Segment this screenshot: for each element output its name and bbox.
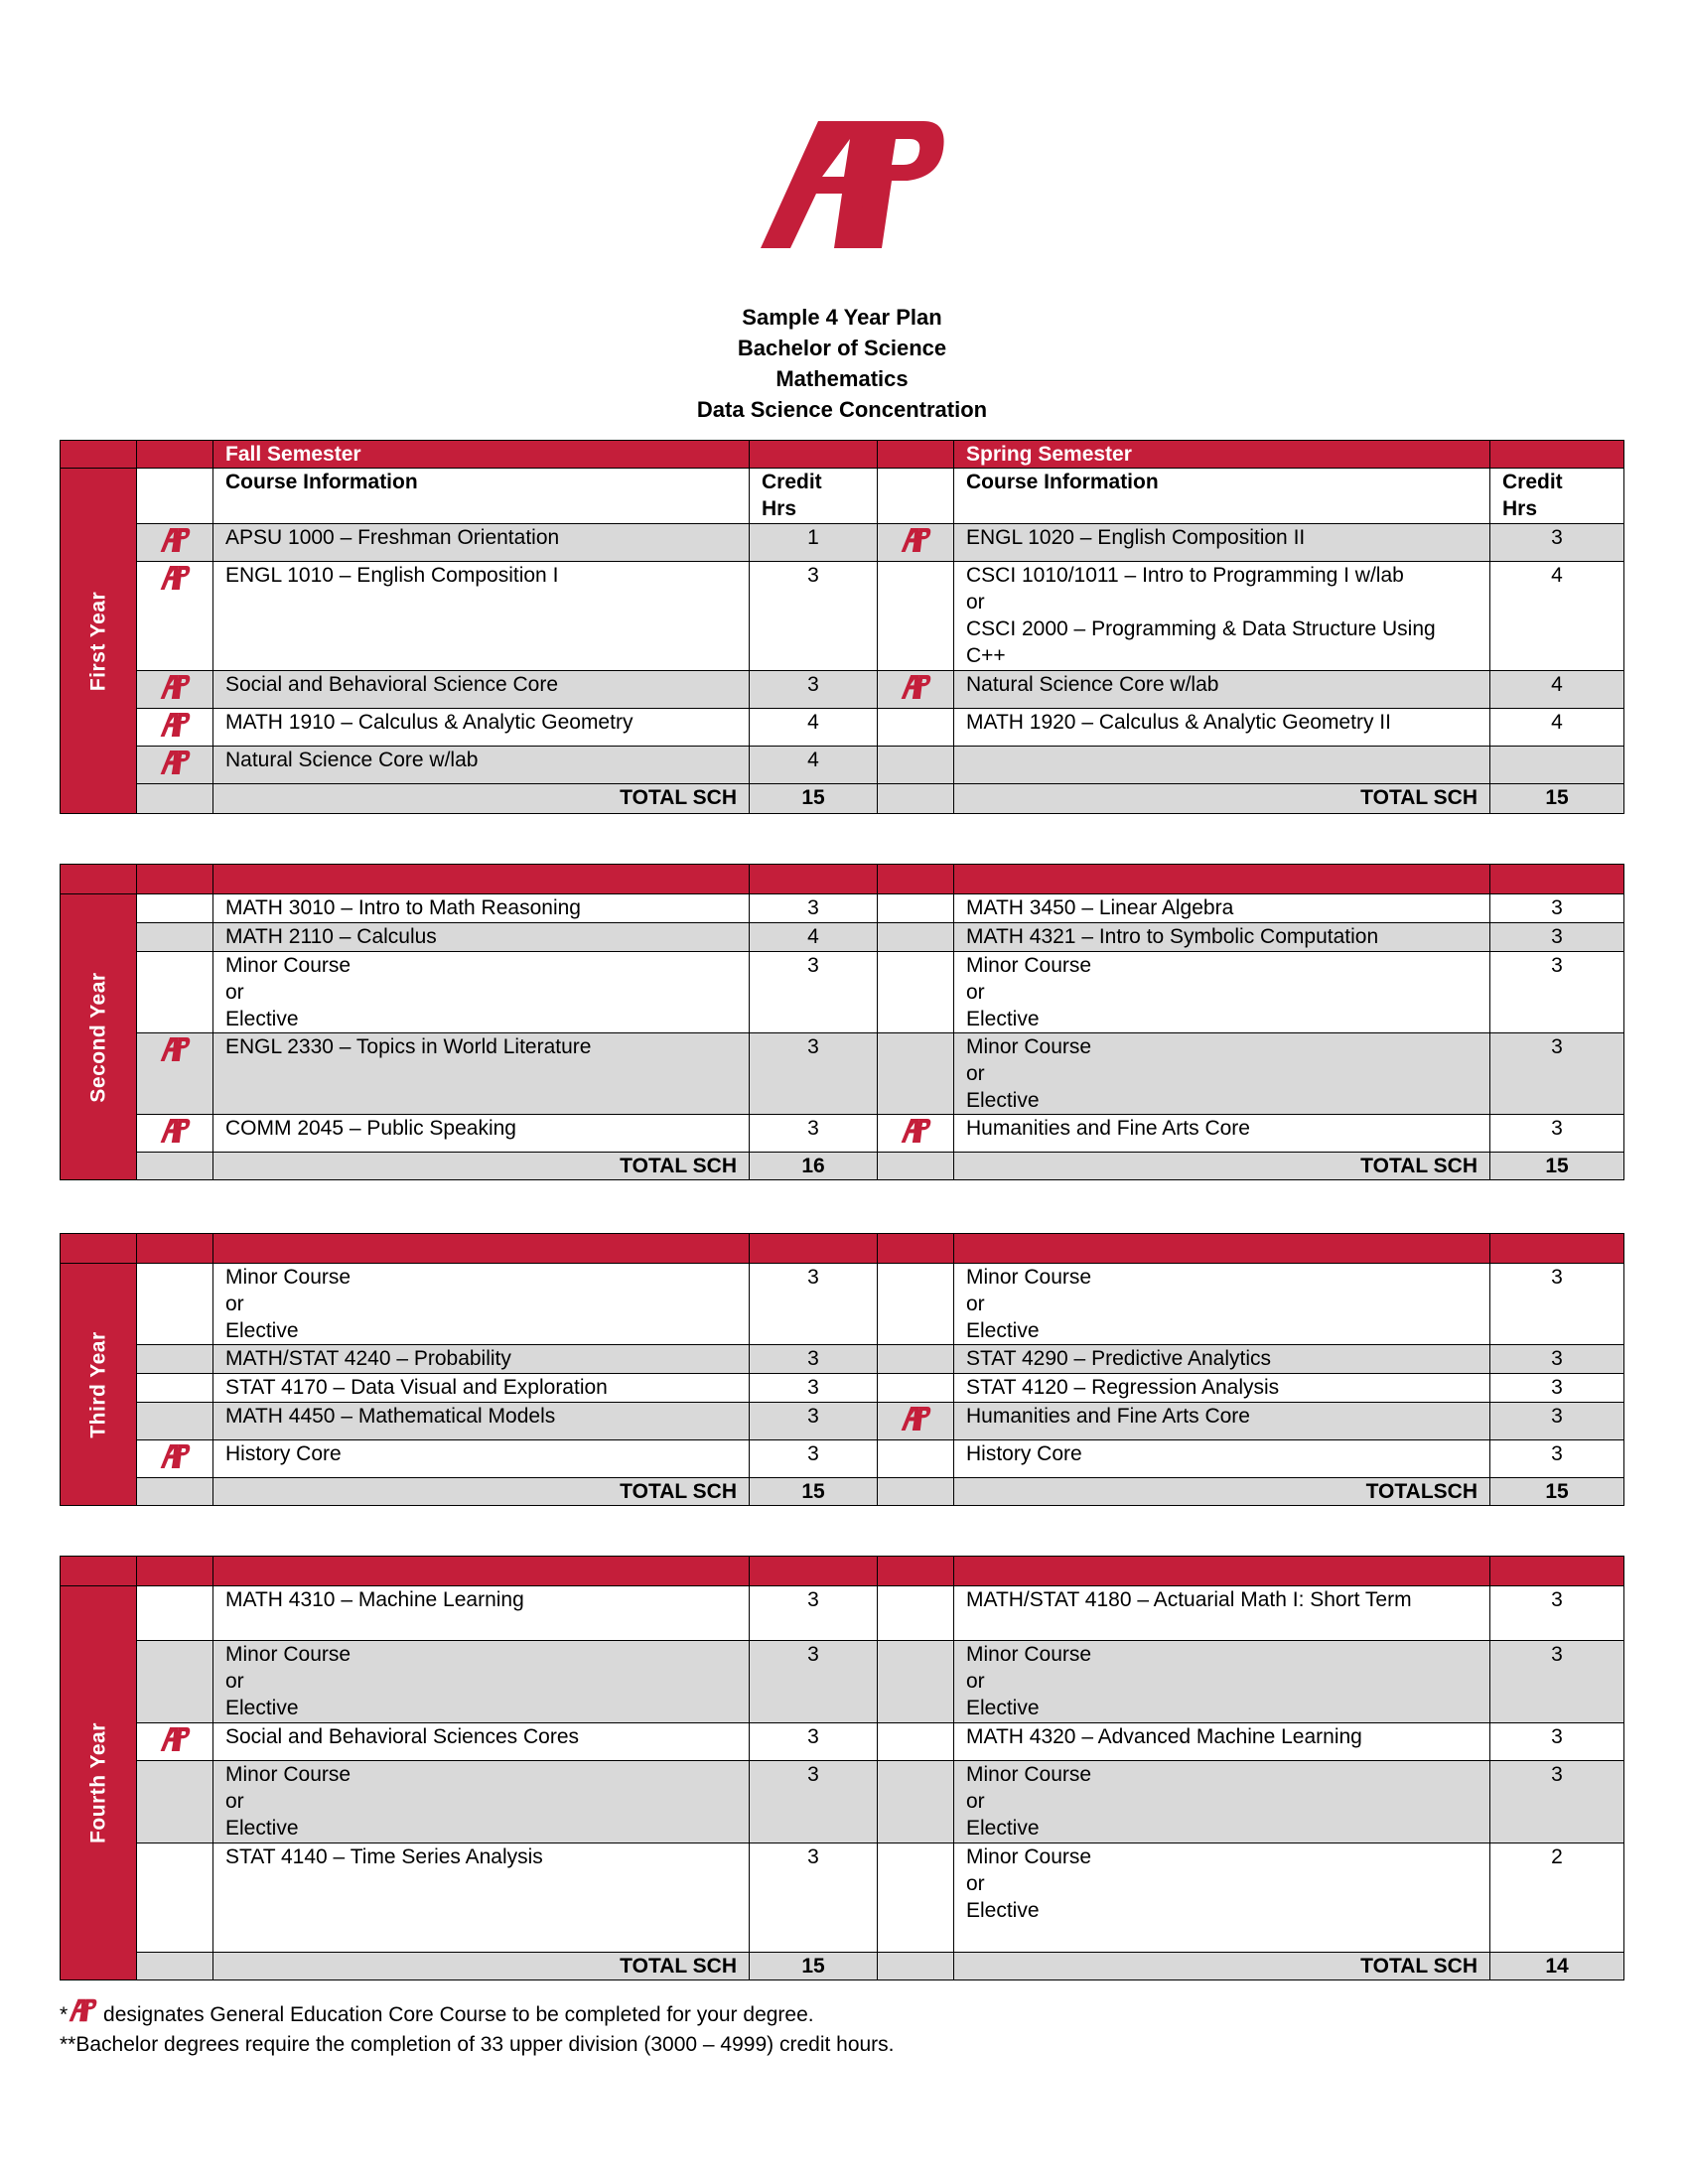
empty-icon-cell: [878, 1723, 954, 1761]
spring-icon-subheader: [878, 469, 954, 524]
spring-icon-header: [878, 1234, 954, 1264]
fall-course: Social and Behavioral Sciences Cores: [213, 1723, 750, 1761]
course-row: [61, 524, 1624, 562]
header-icon-col: [137, 1557, 213, 1586]
empty-icon-cell: [878, 1345, 954, 1374]
fall-credit-hrs: 4: [750, 747, 878, 784]
total-row: [61, 784, 1624, 814]
fall-course-info-header: Course Information: [213, 469, 750, 524]
spring-total-sch: 14: [1490, 1953, 1624, 1980]
course-row: [61, 1403, 1624, 1440]
fall-credit-hrs: 4: [750, 923, 878, 952]
fall-credit-hrs: 1: [750, 524, 878, 562]
total-icon-cell: [878, 1953, 954, 1980]
empty-icon-cell: [878, 894, 954, 923]
spring-credit-hrs: 3: [1490, 923, 1624, 952]
fall-credit-hrs: 3: [750, 1403, 878, 1440]
spring-semester-header: [954, 1557, 1490, 1586]
fall-course: APSU 1000 – Freshman Orientation: [213, 524, 750, 562]
fall-total-sch: 15: [750, 1953, 878, 1980]
spring-credit-hrs: [1490, 747, 1624, 784]
header-icon-col: [137, 865, 213, 894]
course-row: [61, 894, 1624, 923]
fall-course: STAT 4170 – Data Visual and Exploration: [213, 1374, 750, 1403]
fall-course: Minor Course or Elective: [213, 952, 750, 1033]
course-row: [61, 1115, 1624, 1153]
fall-credit-hrs: 3: [750, 1115, 878, 1153]
total-icon-cell: [137, 1153, 213, 1180]
empty-icon-cell: [878, 1374, 954, 1403]
gen-ed-core-icon: [137, 747, 213, 784]
total-icon-cell: [878, 784, 954, 814]
fall-hrs-header: [750, 1557, 878, 1586]
fall-course: MATH 3010 – Intro to Math Reasoning: [213, 894, 750, 923]
spring-hrs-header: [1490, 441, 1624, 469]
column-header-row: [61, 469, 1624, 524]
hrs-label: Hrs: [1502, 497, 1538, 520]
semester-header-row: [61, 441, 1624, 469]
footnotes: [60, 1997, 895, 2060]
year-table-4: [60, 1556, 1624, 1980]
fall-total-label: TOTAL SCH: [213, 1953, 750, 1980]
fall-course: Social and Behavioral Science Core: [213, 671, 750, 709]
course-row: [61, 1264, 1624, 1345]
year-table-1: [60, 440, 1624, 814]
spring-course: CSCI 1010/1011 – Intro to Programming I w/lab or CSCI 2000 – Programming & Data Structure Using C++: [954, 562, 1490, 671]
course-row: [61, 952, 1624, 1033]
year-label-text: First Year: [86, 591, 110, 691]
fall-credit-hrs: 3: [750, 1033, 878, 1115]
spring-total-sch: 15: [1490, 1478, 1624, 1506]
spring-semester-header: Spring Semester: [954, 441, 1490, 469]
title-line-plan: Sample 4 Year Plan: [742, 305, 942, 330]
fall-semester-header: [213, 1557, 750, 1586]
year-label: [61, 894, 137, 1180]
semester-header-row: [61, 1234, 1624, 1264]
spring-credit-hrs: 3: [1490, 894, 1624, 923]
fall-semester-header: [213, 1234, 750, 1264]
gen-ed-core-icon: [137, 1723, 213, 1761]
footnote-core: [60, 1997, 895, 2030]
spring-semester-header: [954, 1234, 1490, 1264]
year-label-text: Third Year: [86, 1330, 110, 1438]
course-row: [61, 562, 1624, 671]
spring-credit-hrs: 4: [1490, 709, 1624, 747]
course-row: [61, 671, 1624, 709]
year-label: [61, 1264, 137, 1506]
course-row: [61, 1345, 1624, 1374]
year-label: [61, 469, 137, 814]
spring-total-label: TOTAL SCH: [954, 784, 1490, 814]
spring-credit-hrs: 3: [1490, 1374, 1624, 1403]
spring-credit-hrs: 3: [1490, 952, 1624, 1033]
spring-credit-hrs: 3: [1490, 1440, 1624, 1478]
spring-credit-hrs: 3: [1490, 1586, 1624, 1641]
empty-icon-cell: [878, 1264, 954, 1345]
spring-course: Minor Course or Elective: [954, 1761, 1490, 1843]
spring-credit-hrs: 3: [1490, 1345, 1624, 1374]
year-table-3: [60, 1233, 1624, 1506]
fall-total-sch: 15: [750, 784, 878, 814]
fall-total-label: TOTAL SCH: [213, 1153, 750, 1180]
empty-icon-cell: [878, 1641, 954, 1723]
course-row: [61, 1374, 1624, 1403]
header-corner: [61, 441, 137, 469]
empty-icon-cell: [137, 1374, 213, 1403]
fall-credit-hrs: 3: [750, 1586, 878, 1641]
empty-icon-cell: [137, 1761, 213, 1843]
total-icon-cell: [137, 1478, 213, 1506]
title-line-degree: Bachelor of Science: [737, 336, 947, 360]
empty-icon-cell: [137, 1641, 213, 1723]
fall-course: Minor Course or Elective: [213, 1264, 750, 1345]
spring-credit-hrs: 3: [1490, 1033, 1624, 1115]
spring-credit-hrs-header: [1490, 469, 1624, 524]
footnote-upper-division: **Bachelor degrees require the completion of 33 upper division (3000 – 4999) credit hours.: [60, 2033, 895, 2056]
fall-course: MATH/STAT 4240 – Probability: [213, 1345, 750, 1374]
fall-icon-subheader: [137, 469, 213, 524]
fall-course: Minor Course or Elective: [213, 1641, 750, 1723]
gen-ed-core-icon: [878, 1115, 954, 1153]
header-corner: [61, 1234, 137, 1264]
spring-hrs-header: [1490, 865, 1624, 894]
fall-credit-hrs: 4: [750, 709, 878, 747]
spring-course: History Core: [954, 1440, 1490, 1478]
fall-course: ENGL 1010 – English Composition I: [213, 562, 750, 671]
fall-hrs-header: [750, 865, 878, 894]
fall-total-label: TOTAL SCH: [213, 784, 750, 814]
spring-course: STAT 4290 – Predictive Analytics: [954, 1345, 1490, 1374]
spring-total-label: TOTAL SCH: [954, 1953, 1490, 1980]
empty-icon-cell: [137, 1403, 213, 1440]
fall-course: STAT 4140 – Time Series Analysis: [213, 1843, 750, 1953]
spring-course: Minor Course or Elective: [954, 1843, 1490, 1953]
gen-ed-core-icon: [878, 524, 954, 562]
empty-icon-cell: [137, 1586, 213, 1641]
course-row: [61, 1843, 1624, 1953]
spring-course: Minor Course or Elective: [954, 1641, 1490, 1723]
fall-course: History Core: [213, 1440, 750, 1478]
spring-course: Humanities and Fine Arts Core: [954, 1403, 1490, 1440]
empty-icon-cell: [878, 562, 954, 671]
fall-credit-hrs-header: [750, 469, 878, 524]
gen-ed-core-icon: [137, 1115, 213, 1153]
fall-hrs-header: [750, 1234, 878, 1264]
spring-credit-hrs: 3: [1490, 1403, 1624, 1440]
spring-course: MATH 4321 – Intro to Symbolic Computation: [954, 923, 1490, 952]
empty-icon-cell: [137, 923, 213, 952]
plan-title-block: [0, 302, 1688, 425]
fall-credit-hrs: 3: [750, 894, 878, 923]
spring-credit-hrs: 4: [1490, 671, 1624, 709]
fall-semester-header: Fall Semester: [213, 441, 750, 469]
fall-credit-hrs: 3: [750, 1843, 878, 1953]
fall-course: MATH 1910 – Calculus & Analytic Geometry: [213, 709, 750, 747]
fall-credit-hrs: 3: [750, 1440, 878, 1478]
spring-course: [954, 747, 1490, 784]
total-row: [61, 1478, 1624, 1506]
spring-course: Minor Course or Elective: [954, 1264, 1490, 1345]
course-row: [61, 923, 1624, 952]
empty-icon-cell: [137, 1843, 213, 1953]
gen-ed-core-icon: [137, 524, 213, 562]
spring-course-info-header: Course Information: [954, 469, 1490, 524]
year-label-text: Second Year: [86, 971, 110, 1103]
semester-header-row: [61, 1557, 1624, 1586]
spring-credit-hrs: 3: [1490, 1115, 1624, 1153]
apsu-logo: [753, 99, 951, 268]
spring-course: ENGL 1020 – English Composition II: [954, 524, 1490, 562]
spring-icon-header: [878, 1557, 954, 1586]
footnote-core-text: designates General Education Core Course to be completed for your degree.: [97, 2003, 814, 2026]
spring-course: Minor Course or Elective: [954, 952, 1490, 1033]
gen-ed-core-icon: [137, 1033, 213, 1115]
fall-credit-hrs: 3: [750, 1264, 878, 1345]
fall-total-sch: 15: [750, 1478, 878, 1506]
spring-icon-header: [878, 441, 954, 469]
fall-credit-hrs: 3: [750, 952, 878, 1033]
header-corner: [61, 865, 137, 894]
semester-header-row: [61, 865, 1624, 894]
fall-course: Natural Science Core w/lab: [213, 747, 750, 784]
credit-label: Credit: [762, 471, 822, 493]
title-line-concentration: Data Science Concentration: [696, 397, 988, 422]
spring-course: MATH 4320 – Advanced Machine Learning: [954, 1723, 1490, 1761]
header-corner: [61, 1557, 137, 1586]
year-table-2: [60, 864, 1624, 1180]
fall-credit-hrs: 3: [750, 1761, 878, 1843]
course-row: [61, 1033, 1624, 1115]
spring-hrs-header: [1490, 1557, 1624, 1586]
ap-core-icon: [68, 1997, 97, 2023]
fall-course: Minor Course or Elective: [213, 1761, 750, 1843]
fall-total-sch: 16: [750, 1153, 878, 1180]
total-row: [61, 1153, 1624, 1180]
empty-icon-cell: [878, 1761, 954, 1843]
course-row: [61, 1586, 1624, 1641]
fall-course: MATH 4310 – Machine Learning: [213, 1586, 750, 1641]
fall-course: MATH 4450 – Mathematical Models: [213, 1403, 750, 1440]
empty-icon-cell: [878, 952, 954, 1033]
empty-icon-cell: [878, 1033, 954, 1115]
course-row: [61, 1440, 1624, 1478]
fall-credit-hrs: 3: [750, 1345, 878, 1374]
spring-course: MATH/STAT 4180 – Actuarial Math I: Short Term: [954, 1586, 1490, 1641]
spring-total-sch: 15: [1490, 784, 1624, 814]
spring-course: STAT 4120 – Regression Analysis: [954, 1374, 1490, 1403]
spring-course: MATH 3450 – Linear Algebra: [954, 894, 1490, 923]
spring-hrs-header: [1490, 1234, 1624, 1264]
course-row: [61, 709, 1624, 747]
spring-credit-hrs: 3: [1490, 524, 1624, 562]
gen-ed-core-icon: [878, 671, 954, 709]
empty-icon-cell: [137, 952, 213, 1033]
fall-credit-hrs: 3: [750, 671, 878, 709]
course-row: [61, 1641, 1624, 1723]
title-line-major: Mathematics: [775, 366, 909, 391]
hrs-label: Hrs: [762, 497, 797, 520]
empty-icon-cell: [137, 1345, 213, 1374]
spring-course: Natural Science Core w/lab: [954, 671, 1490, 709]
course-row: [61, 1761, 1624, 1843]
total-icon-cell: [878, 1478, 954, 1506]
spring-total-sch: 15: [1490, 1153, 1624, 1180]
spring-credit-hrs: 3: [1490, 1641, 1624, 1723]
fall-credit-hrs: 3: [750, 1374, 878, 1403]
spring-credit-hrs: 3: [1490, 1723, 1624, 1761]
empty-icon-cell: [878, 1843, 954, 1953]
gen-ed-core-icon: [137, 1440, 213, 1478]
empty-icon-cell: [878, 1440, 954, 1478]
total-row: [61, 1953, 1624, 1980]
fall-total-label: TOTAL SCH: [213, 1478, 750, 1506]
fall-course: ENGL 2330 – Topics in World Literature: [213, 1033, 750, 1115]
spring-credit-hrs: 3: [1490, 1264, 1624, 1345]
header-icon-col: [137, 1234, 213, 1264]
year-label: [61, 1586, 137, 1980]
spring-semester-header: [954, 865, 1490, 894]
fall-semester-header: [213, 865, 750, 894]
fall-hrs-header: [750, 441, 878, 469]
fall-credit-hrs: 3: [750, 1641, 878, 1723]
footnote-asterisk: *: [60, 2003, 69, 2026]
gen-ed-core-icon: [878, 1403, 954, 1440]
empty-icon-cell: [878, 1586, 954, 1641]
credit-label: Credit: [1502, 471, 1563, 493]
gen-ed-core-icon: [137, 671, 213, 709]
empty-icon-cell: [137, 894, 213, 923]
empty-icon-cell: [878, 923, 954, 952]
empty-icon-cell: [137, 1264, 213, 1345]
year-label-text: Fourth Year: [86, 1722, 110, 1843]
empty-icon-cell: [878, 747, 954, 784]
total-icon-cell: [878, 1153, 954, 1180]
fall-course: COMM 2045 – Public Speaking: [213, 1115, 750, 1153]
total-icon-cell: [137, 1953, 213, 1980]
fall-course: MATH 2110 – Calculus: [213, 923, 750, 952]
fall-credit-hrs: 3: [750, 562, 878, 671]
header-icon-col: [137, 441, 213, 469]
spring-total-label: TOTALSCH: [954, 1478, 1490, 1506]
course-row: [61, 747, 1624, 784]
spring-credit-hrs: 4: [1490, 562, 1624, 671]
spring-course: Humanities and Fine Arts Core: [954, 1115, 1490, 1153]
gen-ed-core-icon: [137, 562, 213, 671]
spring-credit-hrs: 3: [1490, 1761, 1624, 1843]
spring-total-label: TOTAL SCH: [954, 1153, 1490, 1180]
course-row: [61, 1723, 1624, 1761]
spring-credit-hrs: 2: [1490, 1843, 1624, 1953]
gen-ed-core-icon: [137, 709, 213, 747]
spring-icon-header: [878, 865, 954, 894]
empty-icon-cell: [878, 709, 954, 747]
fall-credit-hrs: 3: [750, 1723, 878, 1761]
total-icon-cell: [137, 784, 213, 814]
spring-course: Minor Course or Elective: [954, 1033, 1490, 1115]
spring-course: MATH 1920 – Calculus & Analytic Geometry II: [954, 709, 1490, 747]
